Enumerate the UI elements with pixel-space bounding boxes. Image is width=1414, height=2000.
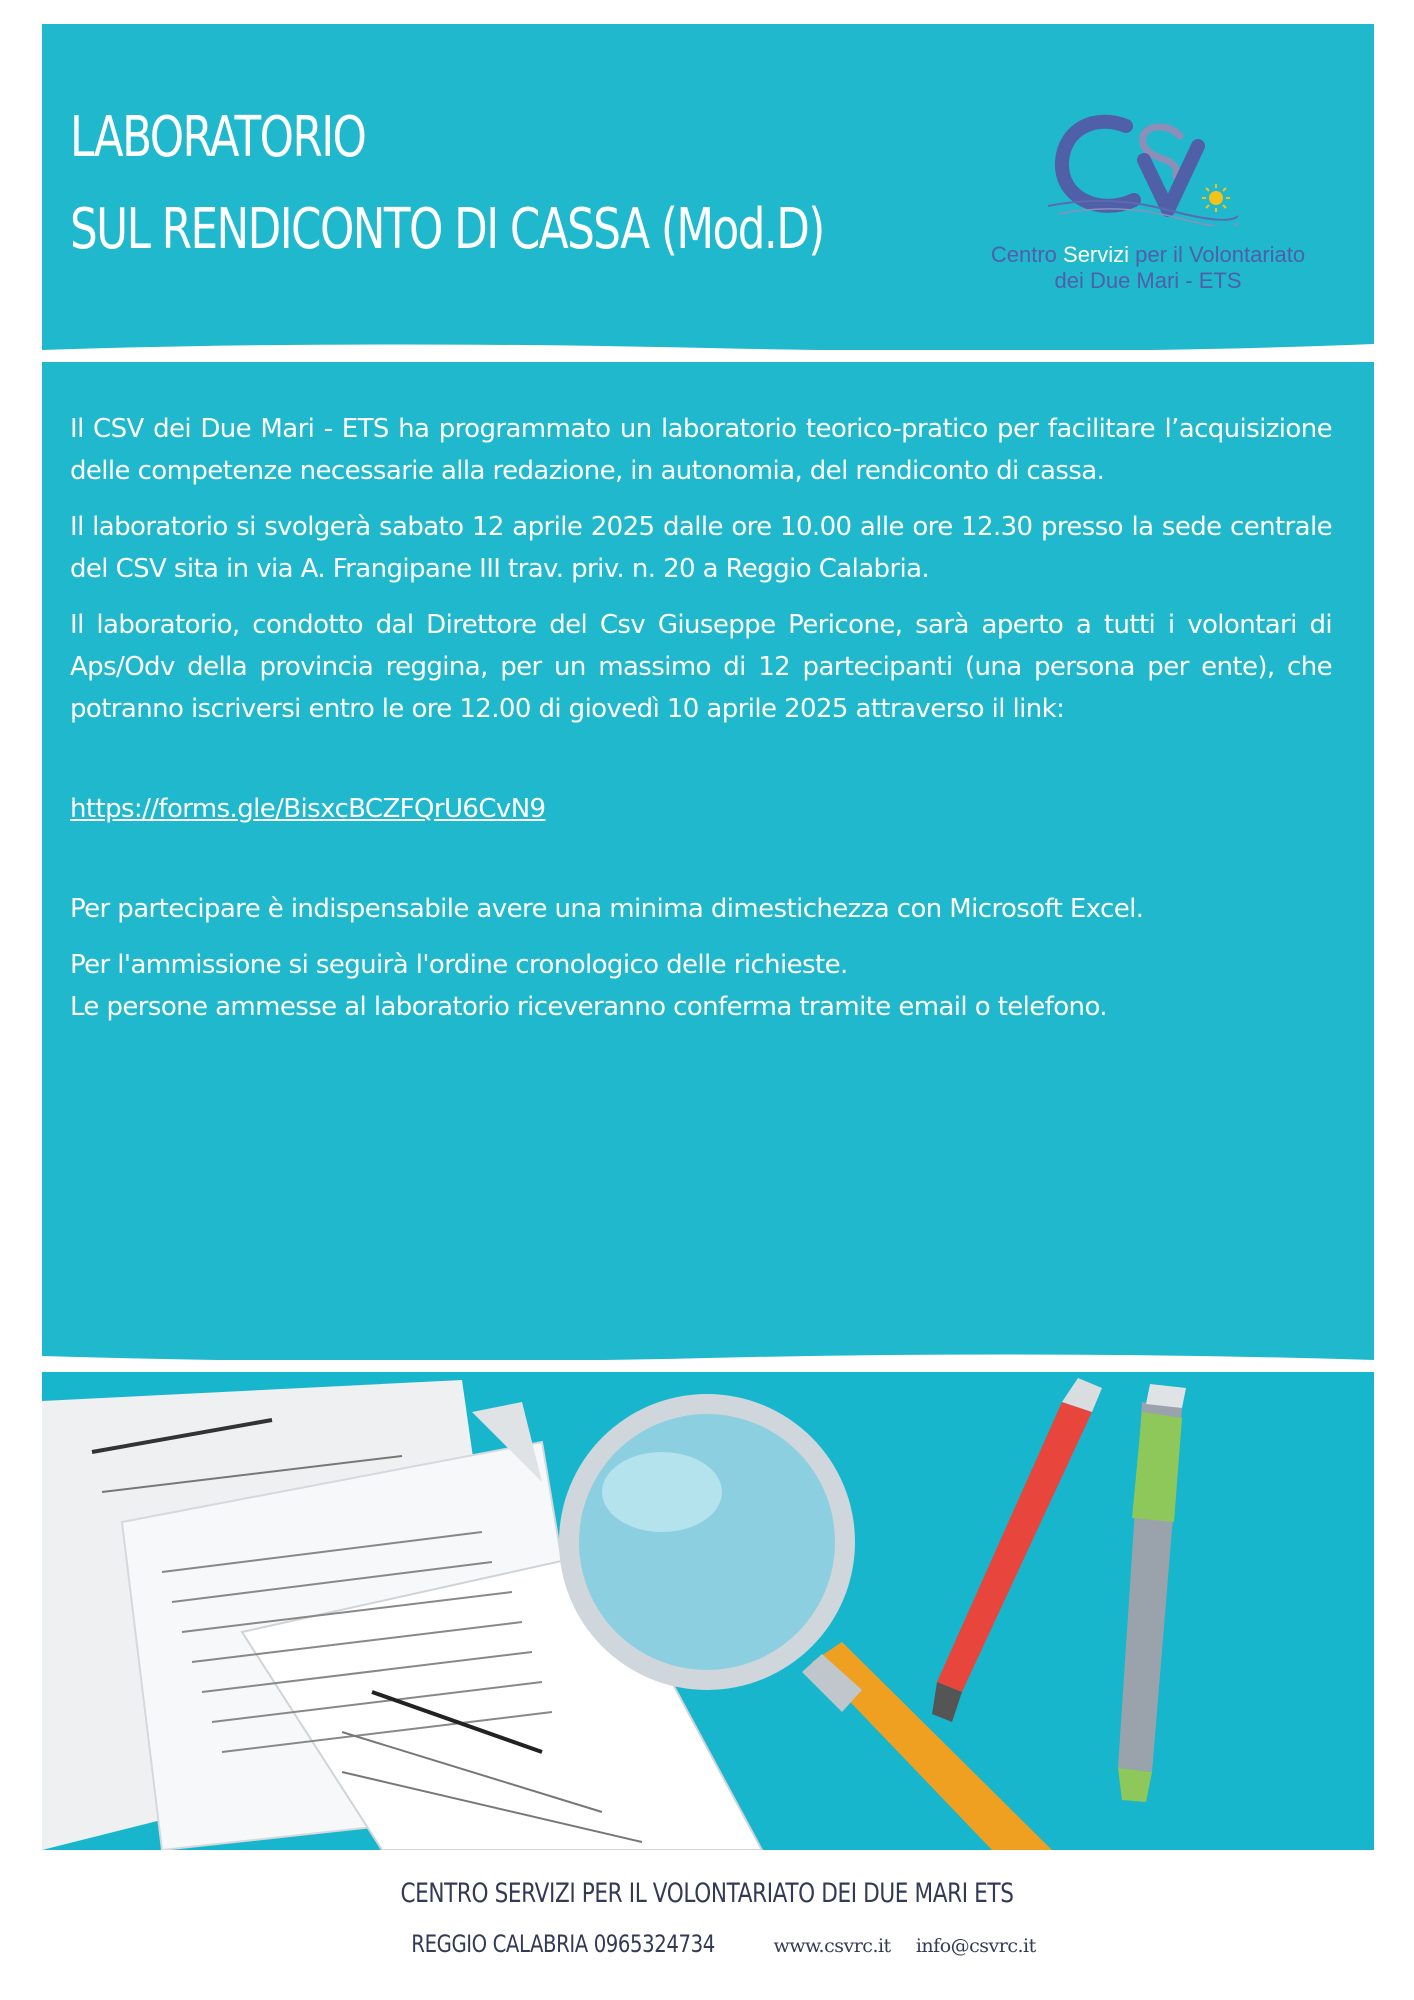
logo-text-accent: Servizi [1063, 242, 1130, 267]
footer-organization: CENTRO SERVIZI PER IL VOLONTARIATO DEI DUE MARI ETS [400, 1878, 1014, 1909]
title-line-2: SUL RENDICONTO DI CASSA (Mod.D) [70, 197, 824, 262]
page-title [70, 92, 824, 276]
paragraph-requirements: Per partecipare è indispensabile avere una minima dimestichezza con Microsoft Excel. [70, 894, 1144, 924]
paragraph-participants: Il laboratorio, condotto dal Direttore del Csv Giuseppe Pericone, sarà aperto a tutti i volontari di Aps/Odv della provincia reggina, per un massimo di 12 partecipanti (una persona per ente), che potranno iscriversi entro le ore 12.00 di giovedì 10 aprile 2025 attraverso il link: [70, 610, 1332, 724]
csv-logo-icon [1048, 106, 1238, 226]
body-content [70, 408, 1332, 1042]
logo-text-part3: per il Volontariato [1129, 242, 1306, 267]
paragraph-intro: Il CSV dei Due Mari - ETS ha programmato un laboratorio teorico-pratico per facilitare l’acquisizione delle competenze necessarie alla redazione, in autonomia, del rendiconto di cassa. [70, 414, 1332, 486]
paragraph-confirmation: Le persone ammesse al laboratorio riceveranno conferma tramite email o telefono. [70, 992, 1107, 1022]
logo-text-part1: Centro [990, 242, 1064, 267]
illustration [42, 1372, 1374, 1850]
footer-contacts [0, 1928, 1414, 1962]
footer-city-phone: REGGIO CALABRIA 0965324734 [411, 1930, 716, 1958]
csv-logo [958, 106, 1338, 296]
footer-website[interactable]: www.csvrc.it [773, 1935, 891, 1957]
footer-email[interactable]: info@csvrc.it [915, 1935, 1036, 1957]
green-pen-icon [1118, 1384, 1186, 1802]
registration-link[interactable]: https://forms.gle/BisxcBCZFQrU6CvN9 [70, 794, 546, 824]
title-line-1: LABORATORIO [70, 105, 366, 170]
red-pen-icon [932, 1378, 1102, 1722]
paragraph-admission: Per l'ammissione si seguirà l'ordine cronologico delle richieste. [70, 950, 848, 980]
paragraph-date-location: Il laboratorio si svolgerà sabato 12 aprile 2025 dalle ore 10.00 alle ore 12.30 presso la sede centrale del CSV sita in via A. Frangipane III trav. priv. n. 20 a Reggio Calabria. [70, 512, 1332, 584]
logo-text-line2: dei Due Mari - ETS [1054, 268, 1242, 293]
logo-text [958, 242, 1338, 294]
